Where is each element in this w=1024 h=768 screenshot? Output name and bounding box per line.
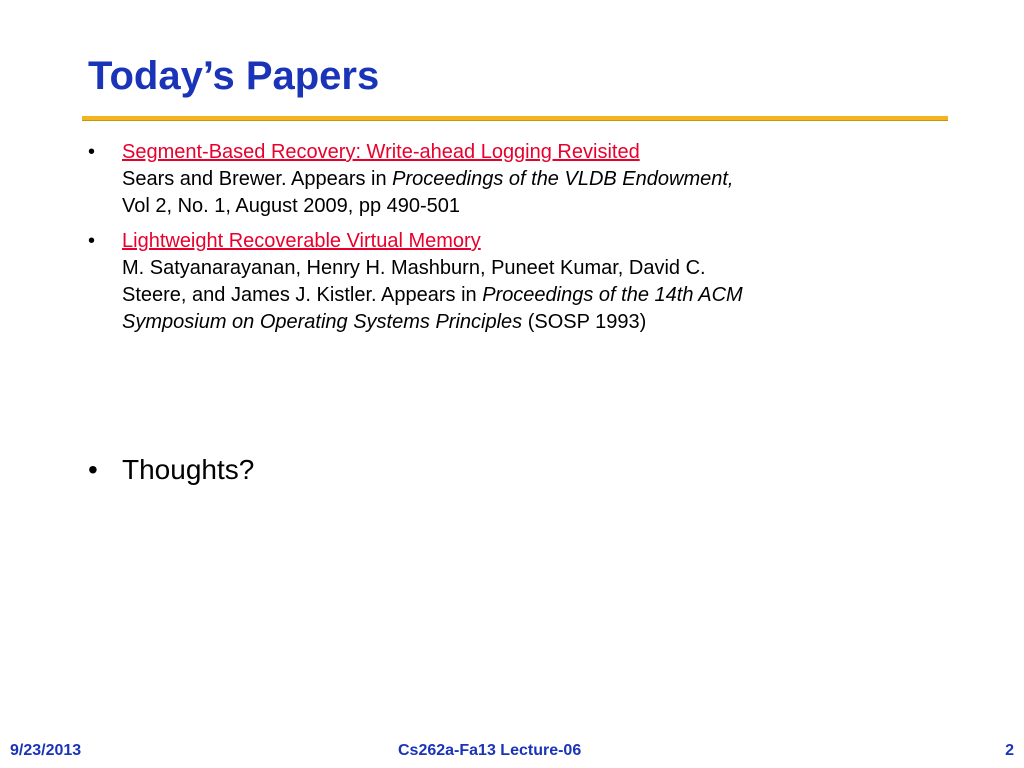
- citation-authors: Sears and Brewer. Appears in: [122, 168, 393, 190]
- discussion-item: [86, 452, 254, 488]
- paper-item-segment-recovery: [86, 139, 936, 220]
- citation-venue-continued: Symposium on Operating Systems Principles: [122, 311, 523, 333]
- citation-authors-continued: Steere, and James J. Kistler. Appears in: [122, 284, 483, 306]
- bullet: •: [88, 141, 96, 163]
- citation-venue: Proceedings of the 14th ACM: [482, 284, 743, 306]
- citation-venue: Proceedings of the VLDB Endowment,: [392, 168, 734, 190]
- discussion-prompt: Thoughts?: [122, 454, 255, 485]
- paper-citation: [122, 166, 936, 193]
- citation-authors: M. Satyanarayanan, Henry H. Mashburn, Puneet Kumar, David C.: [122, 257, 706, 279]
- bullet: •: [88, 454, 98, 485]
- citation-conference: (SOSP 1993): [522, 311, 647, 333]
- paper-link-rvm[interactable]: Lightweight Recoverable Virtual Memory: [122, 230, 481, 252]
- paper-link-segment-recovery[interactable]: Segment-Based Recovery: Write-ahead Logging Revisited: [122, 141, 640, 163]
- footer-course: Cs262a-Fa13 Lecture-06: [398, 742, 582, 759]
- citation-details: Vol 2, No. 1, August 2009, pp 490-501: [122, 195, 461, 217]
- paper-citation: [122, 282, 936, 309]
- footer-page-number: 2: [1005, 742, 1014, 759]
- bullet: •: [88, 230, 96, 252]
- discussion-list: [86, 452, 254, 488]
- paper-item-rvm: [86, 228, 936, 336]
- slide-title: Today’s Papers: [88, 54, 380, 98]
- paper-list: [86, 139, 936, 344]
- title-divider: [82, 116, 948, 121]
- paper-citation-continued: [122, 309, 936, 336]
- footer-date: 9/23/2013: [10, 742, 82, 759]
